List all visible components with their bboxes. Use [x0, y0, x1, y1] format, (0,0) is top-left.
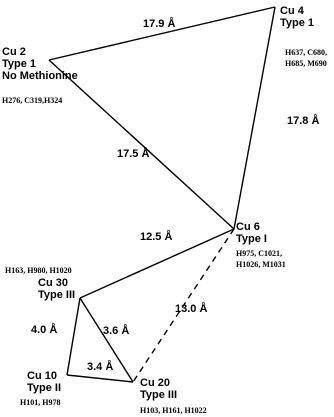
site-type: Type 1: [2, 58, 37, 70]
distance-label-cu2-cu6: 17.5 Å: [117, 148, 150, 160]
distance-edges: [49, 7, 275, 382]
site-cu2: [2, 46, 78, 105]
site-residues: H276, C319,H324: [2, 96, 63, 105]
site-residues: H103, H161, H1022: [140, 406, 207, 415]
site-type: Type I: [236, 233, 267, 245]
site-name: Cu 20: [140, 377, 170, 389]
site-cu20: [140, 377, 207, 415]
site-residues: H637, C680,: [285, 48, 327, 57]
distance-label-cu2-cu4: 17.9 Å: [143, 18, 176, 30]
site-name: Cu 30: [38, 277, 68, 289]
site-residues: H975, C1021,: [236, 249, 282, 258]
edge-cu10-cu20: [67, 375, 133, 382]
site-type: Type II: [27, 382, 62, 394]
site-name: Cu 2: [2, 46, 26, 58]
distance-label-cu6-cu30: 12.5 Å: [140, 231, 173, 243]
site-residues: H1026, M1031: [236, 260, 286, 269]
site-cu6: [236, 221, 286, 269]
site-type: Type III: [140, 389, 178, 401]
site-type: Type III: [38, 289, 76, 301]
site-cu30: [5, 266, 75, 301]
site-name: Cu 4: [280, 5, 304, 17]
site-residues: H101, H978: [20, 398, 61, 407]
edge-cu4-cu6: [234, 7, 275, 229]
distance-label-cu10-cu20: 3.4 Å: [87, 361, 114, 373]
distance-label-cu30-cu10: 4.0 Å: [31, 324, 58, 336]
site-residues: H685, M690: [285, 59, 327, 68]
edge-cu2-cu6: [49, 60, 234, 229]
distance-label-cu6-cu20: 13.0 Å: [175, 303, 208, 315]
site-type: Type 1: [280, 17, 315, 29]
edge-cu2-cu4: [49, 7, 275, 60]
site-cu4: [280, 5, 327, 68]
edge-cu30-cu10: [67, 298, 80, 375]
site-name: Cu 6: [236, 221, 260, 233]
site-cu10: [20, 370, 61, 407]
site-residues: H163, H980, H1020: [5, 266, 72, 275]
distance-label-cu4-cu6: 17.8 Å: [287, 115, 320, 127]
site-name: Cu 10: [27, 370, 57, 382]
distance-label-cu30-cu20: 3.6 Å: [103, 325, 130, 337]
site-note: No Methionine: [2, 70, 78, 82]
site-labels: [2, 5, 327, 415]
